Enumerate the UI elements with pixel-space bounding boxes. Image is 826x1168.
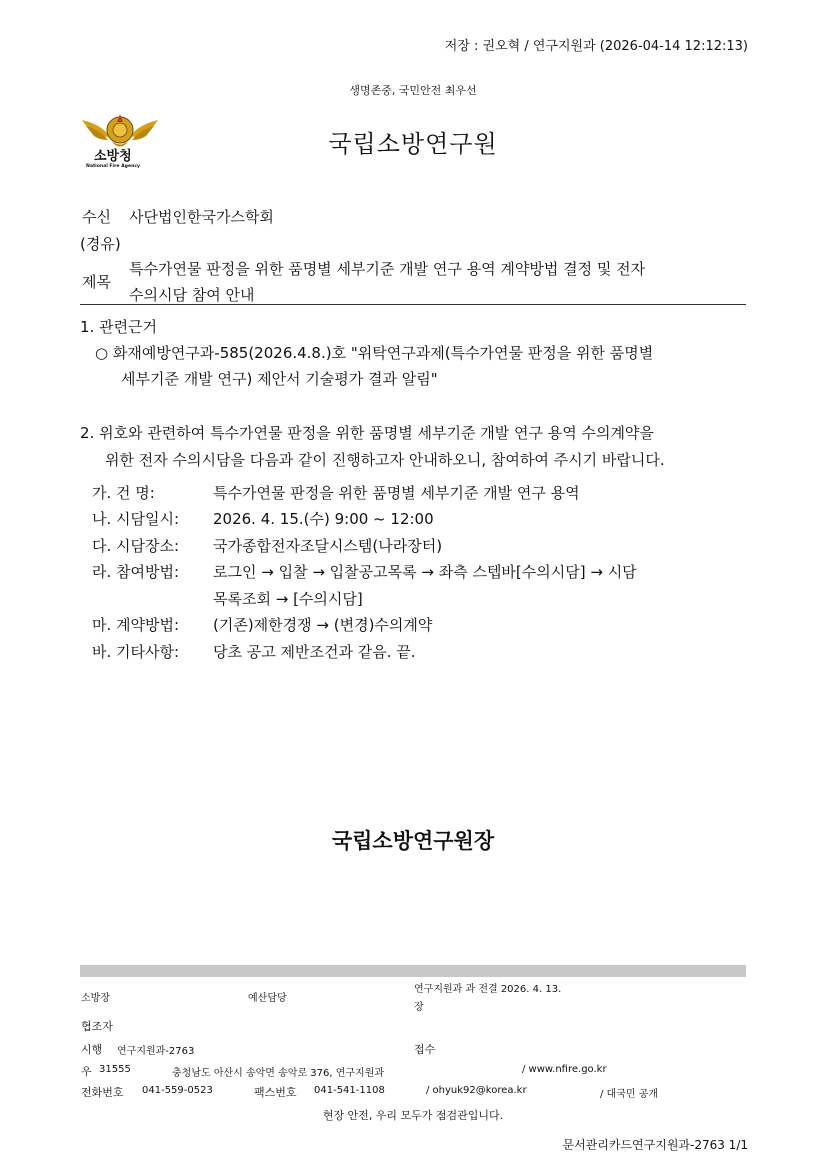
phone: 041-559-0523 [142,1085,213,1096]
item-ga-label: 가. 건 명: [92,484,155,502]
fax: 041-541-1108 [314,1085,385,1096]
postal-code: 31555 [99,1064,131,1075]
approver-3-line-1: 연구지원과 과 전결 2026. 4. 13. [414,984,562,995]
address: 충청남도 아산시 송악면 송악로 376, 연구지원과 [172,1068,385,1079]
section-1-item-line-2: 세부기준 개발 연구) 제안서 기술평가 결과 알림" [121,370,438,388]
approver-3-line-2: 장 [414,1002,424,1013]
approver-2: 예산담당 [248,993,287,1004]
item-na-value: 2026. 4. 15.(수) 9:00 ~ 12:00 [213,510,434,528]
subject-line-2: 수의시담 참여 안내 [129,286,255,304]
enforce-label: 시행 [81,1043,103,1056]
item-na-label: 나. 시담일시: [92,510,180,528]
email: / ohyuk92@korea.kr [426,1085,527,1096]
item-da-value: 국가종합전자조달시스템(나라장터) [213,537,443,555]
subject-label: 제목 [82,273,111,291]
section-2-line-1: 2. 위호와 관련하여 특수가연물 판정을 위한 품명별 세부기준 개발 연구 용역 수의계약을 [80,424,654,442]
via-label: (경유) [80,235,121,253]
item-ba-label: 바. 기타사항: [92,643,180,661]
receipt-label: 접수 [414,1043,436,1056]
org-title: 국립소방연구원 [328,130,498,158]
to-value: 사단법인한국가스학회 [129,208,274,226]
postal-label: 우 [81,1065,92,1078]
phone-label: 전화번호 [81,1086,124,1099]
fax-label: 팩스번호 [254,1086,297,1099]
item-ma-value: (기존)제한경쟁 → (변경)수의계약 [213,616,433,634]
logo-text: 소방청 [94,149,132,164]
cooperator-label: 협조자 [81,1020,113,1033]
item-da-label: 다. 시담장소: [92,537,180,555]
enforce-value: 연구지원과-2763 [117,1046,195,1057]
signature-title: 국립소방연구원장 [331,829,495,853]
section-2-line-2: 위한 전자 수의시담을 다음과 같이 진행하고자 안내하오니, 참여하여 주시기 바랍니다. [105,451,665,469]
approver-1: 소방장 [81,993,110,1004]
item-ra-value: 로그인 → 입찰 → 입찰공고목록 → 좌측 스텝바[수의시담] → 시담 [213,563,637,581]
footer-band [80,965,746,977]
header-slogan: 생명존중, 국민안전 최우선 [349,84,477,97]
doc-card-label: 문서관리카드연구지원과-2763 1/1 [562,1138,748,1152]
section-1-item-line-1: ○ 화재예방연구과-585(2026.4.8.)호 "위탁연구과제(특수가연물 판정을 위한 품명별 [95,344,654,362]
item-ga-value: 특수가연물 판정을 위한 품명별 세부기준 개발 연구 용역 [213,484,580,502]
website: / www.nfire.go.kr [522,1064,607,1075]
item-ra-value-2: 목록조회 → [수의시담] [213,590,363,608]
disclosure: / 대국민 공개 [600,1089,659,1100]
item-ra-label: 라. 참여방법: [92,563,180,581]
subject-line-1: 특수가연물 판정을 위한 품명별 세부기준 개발 연구 용역 계약방법 결정 및 전자 [129,260,646,278]
header-divider [80,304,746,305]
footer-slogan: 현장 안전, 우리 모두가 점검관입니다. [322,1109,504,1122]
item-ba-value: 당초 공고 제반조건과 같음. 끝. [213,643,416,661]
logo-subtext: National Fire Agency [86,164,141,169]
section-1-title: 1. 관련근거 [80,318,158,336]
save-info: 저장 : 권오혁 / 연구지원과 (2026-04-14 12:12:13) [444,39,748,54]
to-label: 수신 [82,208,111,226]
item-ma-label: 마. 계약방법: [92,616,180,634]
